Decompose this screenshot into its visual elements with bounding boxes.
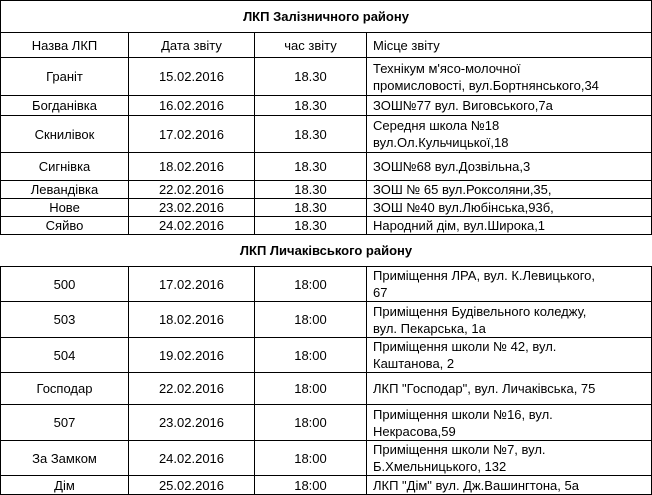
header-date: Дата звіту: [129, 33, 255, 58]
table-row: [1, 58, 652, 96]
lkp-name: Сяйво: [1, 217, 129, 235]
report-date: 15.02.2016: [129, 58, 255, 96]
section-title: ЛКП Личаківського району: [1, 235, 652, 267]
lkp-name: Сигнівка: [1, 153, 129, 181]
place-line-1: Приміщення Будівельного коледжу,: [373, 303, 587, 319]
report-time: 18:00: [255, 338, 367, 373]
report-time: 18.30: [255, 199, 367, 217]
table-row: [1, 267, 652, 302]
report-time: 18.30: [255, 153, 367, 181]
table-row: [1, 199, 652, 217]
table-row: [1, 302, 652, 338]
place-line-1: Технікум м'ясо-молочної: [373, 60, 521, 76]
lkp-name: Господар: [1, 373, 129, 405]
place-line-1: Середня школа №18: [373, 118, 500, 133]
report-date: 23.02.2016: [129, 199, 255, 217]
place-line-1: Приміщення школи №7, вул.: [373, 442, 546, 457]
table-row: [1, 441, 652, 476]
place-line-1: Приміщення ЛРА, вул. К.Левицького,: [373, 268, 596, 283]
table-row: [1, 373, 652, 405]
report-date: 24.02.2016: [129, 217, 255, 235]
table-row: [1, 96, 652, 116]
report-time: 18:00: [255, 405, 367, 441]
lkp-name: 503: [1, 302, 129, 338]
report-date: 18.02.2016: [129, 302, 255, 338]
lkp-name: 504: [1, 338, 129, 373]
report-date: 24.02.2016: [129, 441, 255, 476]
report-place: [367, 441, 652, 476]
report-time: 18:00: [255, 302, 367, 338]
report-time: 18.30: [255, 181, 367, 199]
section-title: ЛКП Залізничного району: [1, 1, 652, 33]
place-line-1: Приміщення школи № 42, вул.: [373, 339, 557, 354]
table-row: [1, 116, 652, 153]
report-place: [367, 338, 652, 373]
report-place: ЛКП "Дім" вул. Дж.Вашингтона, 5а: [367, 476, 652, 495]
header-name: Назва ЛКП: [1, 33, 129, 58]
lkp-name: Нове: [1, 199, 129, 217]
report-date: 22.02.2016: [129, 181, 255, 199]
report-place: Народний дім, вул.Широка,1: [367, 217, 652, 235]
place-line-2: промисловості, вул.Бортнянського,34: [373, 77, 599, 93]
report-time: 18:00: [255, 476, 367, 495]
lkp-name: Дім: [1, 476, 129, 495]
report-date: 17.02.2016: [129, 116, 255, 153]
place-line-1: Приміщення школи №16, вул.: [373, 406, 553, 422]
report-place: [367, 267, 652, 302]
lkp-name: Богданівка: [1, 96, 129, 116]
header-place: Місце звіту: [367, 33, 652, 58]
report-time: 18.30: [255, 58, 367, 96]
header-row: [1, 33, 652, 58]
report-time: 18:00: [255, 441, 367, 476]
place-line-2: Каштанова, 2: [373, 356, 455, 371]
place-line-2: Некрасова,59: [373, 423, 456, 439]
header-time: час звіту: [255, 33, 367, 58]
report-place: ЗОШ№68 вул.Дозвільна,3: [367, 153, 652, 181]
table-row: [1, 181, 652, 199]
table-row: [1, 405, 652, 441]
table-row: [1, 338, 652, 373]
report-time: 18:00: [255, 267, 367, 302]
report-date: 22.02.2016: [129, 373, 255, 405]
report-place: ЗОШ № 65 вул.Роксоляни,35,: [367, 181, 652, 199]
section-title-row-lychakivskyi: [1, 235, 652, 267]
lkp-name: За Замком: [1, 441, 129, 476]
report-date: 18.02.2016: [129, 153, 255, 181]
place-line-2: Б.Хмельницького, 132: [373, 459, 507, 474]
table-row: [1, 217, 652, 235]
report-place: [367, 116, 652, 153]
report-place: ЛКП "Господар", вул. Личаківська, 75: [367, 373, 652, 405]
lkp-name: Скнилівок: [1, 116, 129, 153]
report-date: 25.02.2016: [129, 476, 255, 495]
table-row: [1, 476, 652, 495]
place-line-2: вул.Ол.Кульчицької,18: [373, 135, 509, 150]
report-date: 17.02.2016: [129, 267, 255, 302]
report-date: 16.02.2016: [129, 96, 255, 116]
report-date: 19.02.2016: [129, 338, 255, 373]
report-time: 18.30: [255, 96, 367, 116]
report-place: ЗОШ №40 вул.Любінська,93б,: [367, 199, 652, 217]
report-date: 23.02.2016: [129, 405, 255, 441]
lkp-name: Граніт: [1, 58, 129, 96]
place-line-2: 67: [373, 285, 388, 300]
lkp-name: 507: [1, 405, 129, 441]
table-row: [1, 153, 652, 181]
place-line-2: вул. Пекарська, 1а: [373, 320, 486, 336]
report-place: ЗОШ№77 вул. Виговського,7а: [367, 96, 652, 116]
report-time: 18:00: [255, 373, 367, 405]
report-place: [367, 405, 652, 441]
lkp-name: 500: [1, 267, 129, 302]
section-title-row-zaliznychnyi: [1, 1, 652, 33]
report-place: [367, 302, 652, 338]
lkp-name: Левандівка: [1, 181, 129, 199]
report-time: 18.30: [255, 217, 367, 235]
report-place: [367, 58, 652, 96]
report-time: 18.30: [255, 116, 367, 153]
